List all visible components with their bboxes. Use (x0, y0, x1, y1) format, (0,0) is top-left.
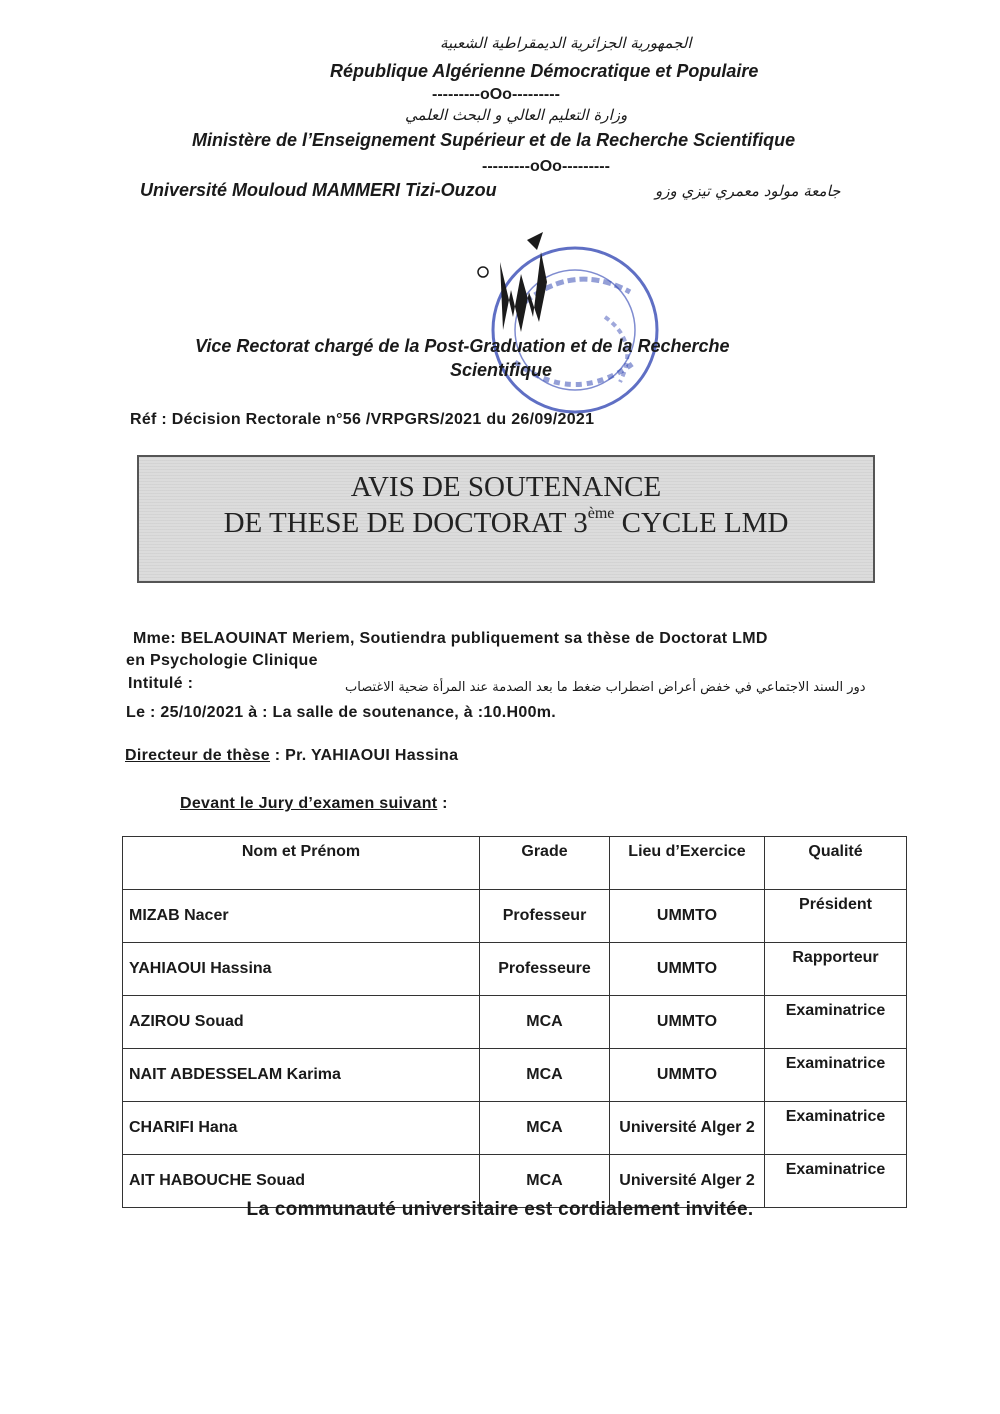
jury-intro-label: Devant le Jury d’examen suivant (180, 795, 438, 812)
jury-member-role: Rapporteur (765, 943, 907, 996)
university-logo-icon (455, 222, 685, 422)
notice-title-box (137, 455, 875, 583)
jury-member-workplace: UMMTO (610, 996, 765, 1049)
vice-rectorat-line1: Vice Rectorat chargé de la Post-Graduation et de la Recherche (195, 336, 730, 356)
table-row (123, 1049, 907, 1102)
jury-member-role: Examinatrice (765, 1155, 907, 1208)
jury-table (122, 836, 907, 1208)
jury-intro (180, 795, 448, 813)
table-row (123, 943, 907, 996)
intitule-arabic: دور السند الاجتماعي في خفض أعراض اضطراب ضغط ما بعد الصدمة عند المرأة ضحية الاغتصاب (345, 680, 866, 695)
header-role: Qualité (765, 837, 907, 890)
thesis-director (125, 747, 458, 765)
header-arabic-republic: الجمهورية الجزائرية الديمقراطية الشعبية (440, 34, 692, 52)
jury-member-role: Président (765, 890, 907, 943)
title-line2-main: DE THESE DE DOCTORAT 3 (223, 507, 588, 539)
table-row (123, 890, 907, 943)
header-workplace: Lieu d’Exercice (610, 837, 765, 890)
notice-title-line1: AVIS DE SOUTENANCE (350, 471, 662, 503)
jury-member-grade: MCA (480, 1102, 610, 1155)
header-republic: République Algérienne Démocratique et Populaire (330, 61, 759, 81)
director-value: : Pr. YAHIAOUI Hassina (270, 747, 459, 764)
candidate-line1: Mme: BELAOUINAT Meriem, Soutiendra publiquement sa thèse de Doctorat LMD (133, 630, 768, 647)
jury-member-name: AIT HABOUCHE Souad (123, 1155, 480, 1208)
candidate-line2: en Psychologie Clinique (126, 652, 318, 669)
table-row (123, 996, 907, 1049)
jury-member-grade: MCA (480, 1049, 610, 1102)
intitule-label: Intitulé : (128, 675, 194, 692)
jury-member-grade: Professeure (480, 943, 610, 996)
jury-intro-suffix: : (437, 795, 448, 812)
jury-member-workplace: UMMTO (610, 943, 765, 996)
reference-line: Réf : Décision Rectorale n°56 /VRPGRS/2021 du 26/09/2021 (130, 411, 595, 428)
header-separator-1: ---------oOo--------- (432, 86, 560, 103)
jury-member-grade: Professeur (480, 890, 610, 943)
header-university: Université Mouloud MAMMERI Tizi-Ouzou (140, 180, 497, 200)
header-arabic-ministry: وزارة التعليم العالي و البحث العلمي (405, 106, 628, 124)
invitation-line: La communauté universitaire est cordialement invitée. (246, 1199, 754, 1220)
jury-member-grade: MCA (480, 1155, 610, 1208)
jury-table-header (123, 837, 907, 890)
header-ministry: Ministère de l’Enseignement Supérieur et de la Recherche Scientifique (192, 130, 796, 150)
title-line2-superscript: ème (587, 505, 615, 522)
header-name: Nom et Prénom (123, 837, 480, 890)
jury-member-name: YAHIAOUI Hassina (123, 943, 480, 996)
jury-member-workplace: Université Alger 2 (610, 1155, 765, 1208)
jury-member-name: MIZAB Nacer (123, 890, 480, 943)
jury-member-name: AZIROU Souad (123, 996, 480, 1049)
table-row (123, 1102, 907, 1155)
jury-member-grade: MCA (480, 996, 610, 1049)
jury-member-name: NAIT ABDESSELAM Karima (123, 1049, 480, 1102)
jury-member-role: Examinatrice (765, 1102, 907, 1155)
defense-date-line: Le : 25/10/2021 à : La salle de soutenance, à :10.H00m. (126, 704, 557, 721)
notice-title-line2 (139, 505, 873, 540)
header-grade: Grade (480, 837, 610, 890)
jury-member-workplace: Université Alger 2 (610, 1102, 765, 1155)
jury-member-role: Examinatrice (765, 996, 907, 1049)
official-stamp-icon (493, 248, 657, 412)
jury-member-role: Examinatrice (765, 1049, 907, 1102)
header-separator-2: ---------oOo--------- (482, 158, 610, 175)
vice-rectorat-line2: Scientifique (450, 360, 553, 380)
header-arabic-university: جامعة مولود معمري تيزي وزو (655, 182, 841, 200)
director-label: Directeur de thèse (125, 747, 271, 764)
jury-member-workplace: UMMTO (610, 1049, 765, 1102)
title-line2-suffix: CYCLE LMD (614, 507, 789, 539)
jury-member-workplace: UMMTO (610, 890, 765, 943)
jury-member-name: CHARIFI Hana (123, 1102, 480, 1155)
vice-rectorat (195, 334, 835, 382)
